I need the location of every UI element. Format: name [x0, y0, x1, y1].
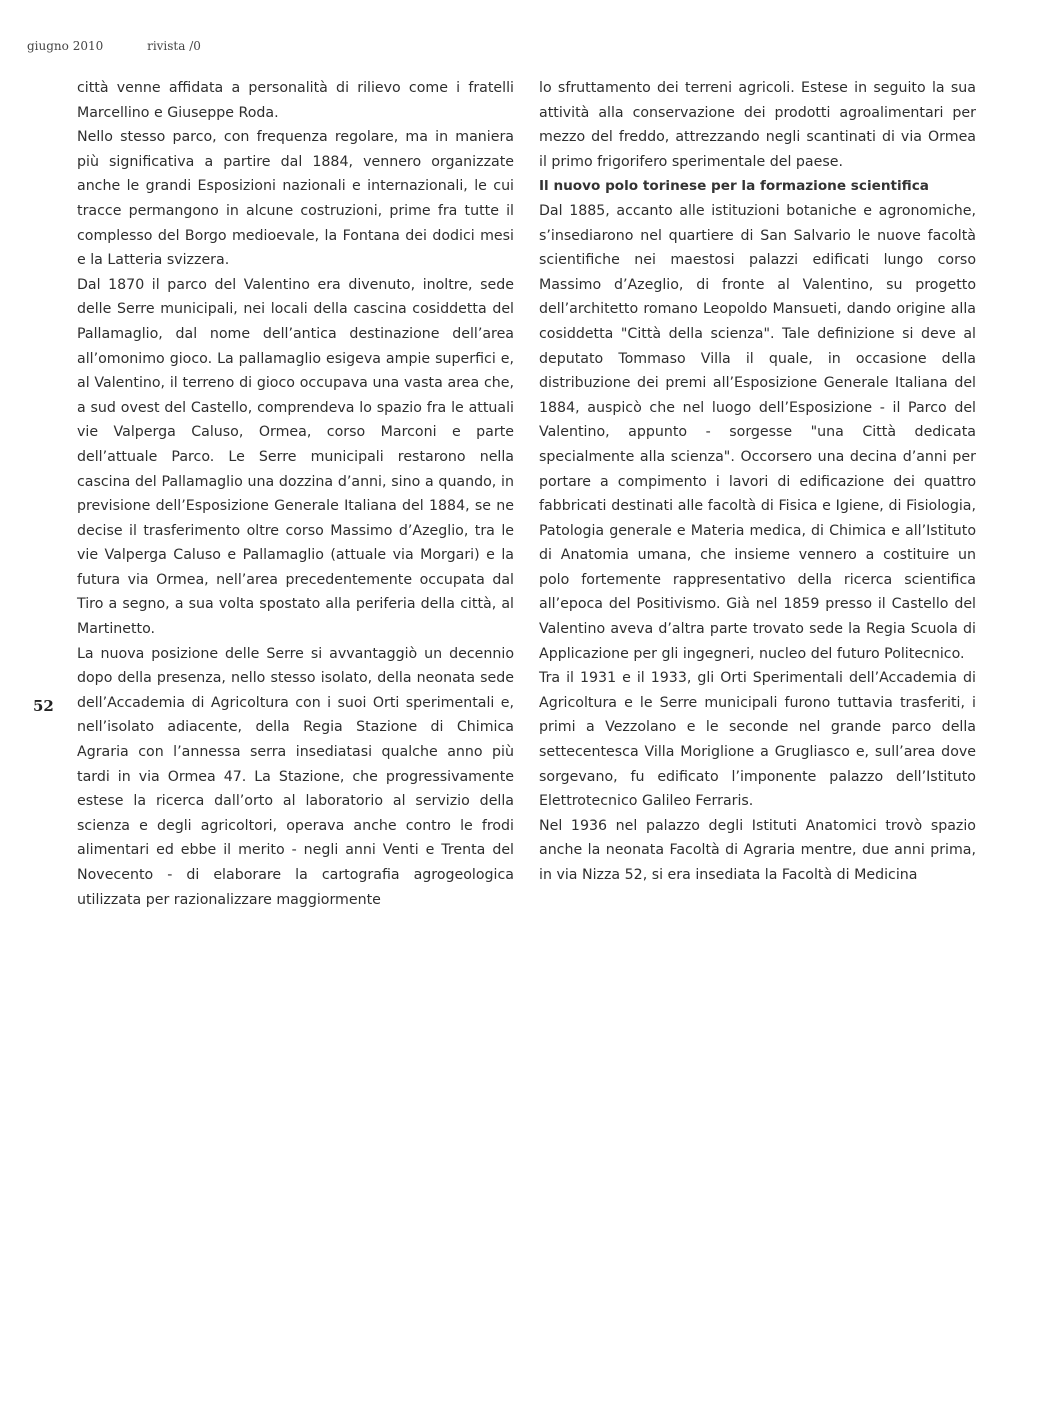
paragraph: Nel 1936 nel palazzo degli Istituti Anatomici trovò spazio anche la neonata Facoltà di Agraria mentre, due anni prima, in via Nizza 52, si era insediata la Facoltà di Medicina [539, 817, 976, 883]
paragraph: Tra il 1931 e il 1933, gli Orti Sperimentali dell’Accademia di Agricoltura e le Serre municipali furono tuttavia trasferiti, i primi a Vezzolano e le seconde nel grande parco della settecentesca Villa Moriglione a Grugliasco e, sull’area dove sorgevano, fu edificato l’imponente palazzo dell’Istituto Elettrotecnico Galileo Ferraris. [539, 670, 976, 810]
issue-date: giugno 2010 [27, 39, 104, 53]
right-column [539, 76, 976, 888]
paragraph: Dal 1870 il parco del Valentino era divenuto, inoltre, sede delle Serre municipali, nei locali della cascina cosiddetta del Pallamaglio, dal nome dell’antica destinazione dell’area all’omonimo gioco. La pallamaglio esigeva ampie superfici e, al Valentino, il terreno di gioco occupava una vasta area che, a sud ovest del Castello, comprendeva lo spazio fra le attuali vie Valperga Caluso, Ormea, corso Marconi e parte dell’attuale Parco. Le Serre municipali restarono nella cascina del Pallamaglio una dozzina d’anni, sino a quando, in previsione dell’Esposizione Generale Italiana del 1884, se ne decise il trasferimento oltre corso Massimo d’Azeglio, tra le vie Valperga Caluso e Pallamaglio (attuale via Morgari) e la futura via Ormea, nell’area precedentemente occupata dal Tiro a segno, a sua volta spostato alla periferia della città, al Martinetto. [77, 276, 514, 638]
left-column [77, 76, 514, 912]
page-number: 52 [33, 697, 54, 715]
paragraph: lo sfruttamento dei terreni agricoli. Estese in seguito la sua attività alla conservazione dei prodotti agroalimentari per mezzo del freddo, attrezzando negli scantinati di via Ormea il primo frigorifero sperimentale del paese. [539, 80, 976, 170]
paragraph: Nello stesso parco, con frequenza regolare, ma in maniera più significativa a partire dal 1884, vennero organizzate anche le grandi Esposizioni nazionali e internazionali, le cui tracce permangono in alcune costruzioni, prime fra tutte il complesso del Borgo medioevale, la Fontana dei dodici mesi e la Latteria svizzera. [77, 129, 514, 269]
paragraph: Dal 1885, accanto alle istituzioni botaniche e agronomiche, s’insediarono nel quartiere di San Salvario le nuove facoltà scientifiche nei maestosi palazzi edificati lungo corso Massimo d’Azeglio, di fronte al Valentino, su progetto dell’architetto romano Leopoldo Mansueti, dando origine alla cosiddetta "Città della scienza". Tale definizione si deve al deputato Tommaso Villa il quale, in occasione della distribuzione dei premi all’Esposizione Generale Italiana del 1884, auspicò che nel luogo dell’Esposizione - il Parco del Valentino, appunto - sorgesse "una Città dedicata specialmente alla scienza". Occorsero una decina d’anni per portare a compimento i lavori di edificazione dei quattro fabbricati destinati alle facoltà di Fisica e Igiene, di Fisiologia, Patologia generale e Materia medica, di Chimica e all’Istituto di Anatomia umana, che insieme vennero a costituire un polo fortemente rappresentativo della ricerca scientifica all’epoca del Positivismo. Già nel 1859 presso il Castello del Valentino aveva d’altra parte trovato sede la Regia Scuola di Applicazione per gli ingegneri, nucleo del futuro Politecnico. [539, 202, 976, 662]
paragraph: La nuova posizione delle Serre si avvantaggiò un decennio dopo della presenza, nello stesso isolato, della neonata sede dell’Accademia di Agricoltura con i suoi Orti sperimentali e, nell’isolato adiacente, della Regia Stazione di Chimica Agraria con l’annessa serra insediatasi qualche anno più tardi in via Ormea 47. La Stazione, che progressivamente estese la ricerca dall’orto al laboratorio al servizio della scienza e degli agricoltori, operava anche contro le frodi alimentari ed ebbe il merito - negli anni Venti e Trenta del Novecento - di elaborare la cartografia agrogeologica utilizzata per razionalizzare maggiormente [77, 645, 514, 908]
paragraph: città venne affidata a personalità di rilievo come i fratelli Marcellino e Giuseppe Roda. [77, 80, 514, 121]
section-heading: Il nuovo polo torinese per la formazione scientifica [539, 178, 929, 195]
running-header [27, 39, 201, 53]
magazine-name: rivista /0 [147, 39, 201, 53]
